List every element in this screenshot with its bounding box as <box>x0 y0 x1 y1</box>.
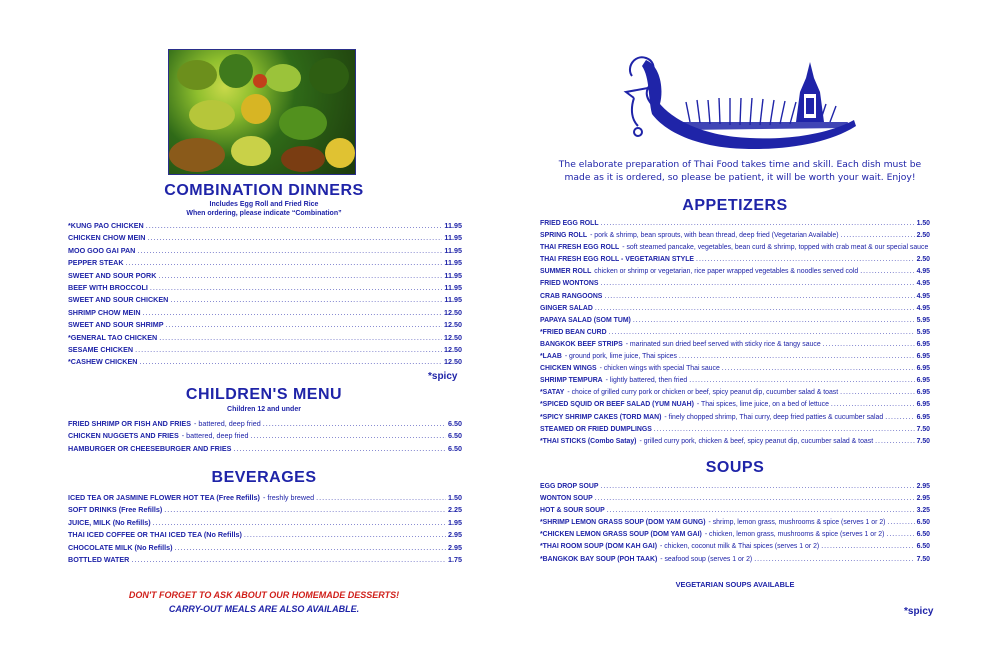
dot-leader <box>840 387 914 399</box>
item-name: SPRING ROLL <box>540 232 588 240</box>
item-name: EGG DROP SOUP <box>540 483 599 490</box>
item-name: *GENERAL TAO CHICKEN <box>68 332 158 342</box>
dot-leader <box>135 344 442 356</box>
soup-item <box>540 493 930 505</box>
childrens-menu-list <box>68 418 462 455</box>
item-name: THAI FRESH EGG ROLL - VEGETARIAN STYLE <box>540 256 695 264</box>
item-price: 12.50 <box>444 320 462 330</box>
item-name: FRIED SHRIMP OR FISH AND FRIES <box>68 419 191 428</box>
dot-leader <box>831 399 915 411</box>
combination-list <box>68 220 462 369</box>
soup-item <box>540 505 930 517</box>
appetizer-item <box>540 254 930 266</box>
item-description: - finely chopped shrimp, Thai curry, deep fried patties & cucumber salad <box>664 413 884 421</box>
appetizer-item <box>540 387 930 399</box>
item-price: 6.50 <box>448 443 462 453</box>
appetizer-item <box>540 230 930 242</box>
dot-leader <box>126 257 443 269</box>
intro-line-1: The elaborate preparation of Thai Food takes time and skill. Each dish must be <box>558 159 922 170</box>
item-name: CHICKEN NUGGETS AND FRIES <box>68 431 179 441</box>
item-price: 6.95 <box>916 377 930 385</box>
item-price: 1.50 <box>916 220 930 227</box>
item-name: CHICKEN CHOW MEIN <box>68 233 146 243</box>
combination-item <box>68 245 462 257</box>
item-name: HAMBURGER OR CHEESEBURGER AND FRIES <box>68 443 232 453</box>
item-name: MOO GOO GAI PAN <box>68 245 136 255</box>
item-description: - seafood soup (serves 1 or 2) <box>660 555 753 563</box>
beverage-item <box>68 529 462 541</box>
item-price: 11.95 <box>444 270 462 280</box>
dot-leader <box>166 319 442 331</box>
dot-leader <box>595 493 915 505</box>
item-name: CHICKEN WINGS <box>540 365 597 373</box>
combination-item <box>68 332 462 344</box>
dot-leader <box>250 430 446 442</box>
item-price: 4.95 <box>916 292 930 300</box>
item-name: BEEF WITH BROCCOLI <box>68 282 148 292</box>
item-description: - ground pork, lime juice, Thai spices <box>564 353 677 361</box>
item-name: SWEET AND SOUR SHRIMP <box>68 320 164 330</box>
appetizer-item <box>540 339 930 351</box>
item-price: 5.95 <box>916 316 930 324</box>
appetizers-list <box>540 218 930 448</box>
item-price: 1.50 <box>448 493 462 502</box>
item-price: 4.95 <box>916 280 930 288</box>
soup-item <box>540 517 930 529</box>
dot-leader <box>604 291 914 303</box>
item-price: 11.95 <box>444 233 462 243</box>
item-name: SOFT DRINKS (Free Refills) <box>68 505 163 515</box>
dot-leader <box>823 339 915 351</box>
item-name: *SPICED SQUID OR BEEF SALAD (YUM NUAH) <box>540 401 694 409</box>
appetizer-item <box>540 436 930 448</box>
dot-leader <box>316 492 446 504</box>
dot-leader <box>595 303 915 315</box>
dot-leader <box>875 436 914 448</box>
dot-leader <box>633 315 915 327</box>
item-name: CRAB RANGOONS <box>540 292 603 300</box>
item-price: 7.50 <box>916 555 930 563</box>
soup-item <box>540 554 930 566</box>
item-name: JUICE, MILK (No Refills) <box>68 517 151 527</box>
appetizer-item <box>540 424 930 436</box>
dot-leader <box>158 270 442 282</box>
beverage-item <box>68 492 462 504</box>
item-price: 6.95 <box>916 340 930 348</box>
item-price: 2.95 <box>448 542 462 552</box>
carryout-note: CARRY-OUT MEALS ARE ALSO AVAILABLE. <box>168 604 360 614</box>
thai-produce-photo <box>168 49 356 175</box>
item-name: *CHICKEN LEMON GRASS SOUP (DOM YAM GAI) <box>540 531 702 539</box>
item-price: 6.50 <box>448 419 462 428</box>
dot-leader <box>170 294 442 306</box>
combination-subtitle-1: Includes Egg Roll and Fried Rice <box>209 201 319 208</box>
appetizer-item <box>540 315 930 327</box>
item-name: *THAI STICKS (Combo Satay) <box>540 437 637 445</box>
item-description: - battered, deep fried <box>194 419 261 428</box>
dot-leader <box>679 351 915 363</box>
item-price: 6.95 <box>916 401 930 409</box>
dot-leader <box>860 266 914 278</box>
beverage-item <box>68 542 462 554</box>
item-name: SHRIMP CHOW MEIN <box>68 307 141 317</box>
combination-subtitle-2: When ordering, please indicate “Combination” <box>186 210 342 217</box>
dot-leader <box>244 529 446 541</box>
item-price: 6.95 <box>916 365 930 373</box>
item-description: - chicken, coconut milk & Thai spices (serves 1 or 2) <box>660 543 820 551</box>
appetizer-item <box>540 375 930 387</box>
appetizer-item <box>540 291 930 303</box>
appetizer-item <box>540 266 930 278</box>
beverages-list <box>68 492 462 566</box>
appetizer-item <box>540 351 930 363</box>
item-price: 12.50 <box>444 307 462 317</box>
item-description: - shrimp, lemon grass, mushrooms & spice (serves 1 or 2) <box>708 519 886 527</box>
item-price: 12.50 <box>444 344 462 354</box>
item-price: 4.95 <box>916 268 930 276</box>
dot-leader <box>609 327 915 339</box>
item-price: 6.95 <box>916 413 930 421</box>
dot-leader <box>696 254 915 266</box>
item-name: PEPPER STEAK <box>68 258 124 268</box>
soups-list <box>540 481 930 566</box>
royal-barge-illustration <box>620 48 858 156</box>
item-price: 2.25 <box>448 505 462 515</box>
dot-leader <box>147 232 442 244</box>
dot-leader <box>654 424 915 436</box>
item-description: - soft steamed pancake, vegetables, bean curd & shrimp, topped with crab meat & our special sauce <box>622 244 929 252</box>
combination-item <box>68 257 462 269</box>
appetizer-item <box>540 242 930 254</box>
dot-leader <box>139 356 442 368</box>
item-name: FRIED EGG ROLL <box>540 220 599 227</box>
combination-item <box>68 220 462 232</box>
item-name: SUMMER ROLL <box>540 268 592 276</box>
item-price: 6.95 <box>916 353 930 361</box>
item-name: *LAAB <box>540 353 562 361</box>
item-name: SWEET AND SOUR PORK <box>68 270 157 280</box>
combination-item <box>68 270 462 282</box>
item-price: 1.75 <box>448 554 462 564</box>
dot-leader <box>150 282 443 294</box>
appetizer-item <box>540 363 930 375</box>
item-name: GINGER SALAD <box>540 304 593 312</box>
item-price: 2.50 <box>916 256 930 264</box>
combination-item <box>68 232 462 244</box>
item-price: 11.95 <box>444 221 462 230</box>
item-name: STEAMED OR FRIED DUMPLINGS <box>540 425 652 433</box>
item-description: - choice of grilled curry pork or chicken or beef, spicy peanut dip, cucumber salad & toast <box>567 389 839 397</box>
appetizer-item <box>540 303 930 315</box>
item-name: THAI FRESH EGG ROLL <box>540 244 620 252</box>
item-price: 7.50 <box>916 437 930 445</box>
dot-leader <box>821 541 914 553</box>
soups-title: SOUPS <box>705 459 765 476</box>
item-price: 2.95 <box>916 483 930 490</box>
item-name: *SPICY SHRIMP CAKES (TORD MAN) <box>540 413 662 421</box>
dot-leader <box>131 554 446 566</box>
dot-leader <box>601 218 915 230</box>
item-price: 11.95 <box>444 295 462 305</box>
appetizers-title: APPETIZERS <box>682 197 788 214</box>
item-name: CHOCOLATE MILK (No Refills) <box>68 542 173 552</box>
item-name: BOTTLED WATER <box>68 554 130 564</box>
item-description: - grilled curry pork, chicken & beef, spicy peanut dip, cucumber salad & toast <box>639 437 874 445</box>
dot-leader <box>754 554 914 566</box>
item-price: 5.95 <box>916 328 930 336</box>
item-description: - chicken, lemon grass, mushrooms & spice (serves 1 or 2) <box>704 531 885 539</box>
item-name: *SHRIMP LEMON GRASS SOUP (DOM YAM GUNG) <box>540 519 706 527</box>
item-name: *FRIED BEAN CURD <box>540 328 607 336</box>
item-name: PAPAYA SALAD (SOM TUM) <box>540 316 631 324</box>
item-description: - pork & shrimp, bean sprouts, with bean thread, deep fried (Vegetarian Available) <box>590 232 839 240</box>
appetizer-item <box>540 327 930 339</box>
beverage-item <box>68 517 462 529</box>
dot-leader <box>174 542 446 554</box>
item-price: 11.95 <box>444 245 462 255</box>
appetizer-item <box>540 278 930 290</box>
soup-item <box>540 541 930 553</box>
appetizer-item <box>540 412 930 424</box>
item-name: *BANGKOK BAY SOUP (POH TAAK) <box>540 555 658 563</box>
item-price: 4.95 <box>916 304 930 312</box>
item-name: HOT & SOUR SOUP <box>540 507 605 515</box>
intro-text <box>538 158 942 184</box>
appetizer-item <box>540 218 930 230</box>
dot-leader <box>722 363 915 375</box>
item-price: 11.95 <box>444 258 462 268</box>
item-name: BANGKOK BEEF STRIPS <box>540 340 623 348</box>
dot-leader <box>887 517 914 529</box>
childrens-menu-item <box>68 443 462 455</box>
item-name: *KUNG PAO CHICKEN <box>68 221 144 230</box>
item-price: 2.50 <box>916 232 930 240</box>
childrens-menu-subtitle: Children 12 and under <box>227 406 301 413</box>
dot-leader <box>600 278 914 290</box>
item-price: 1.95 <box>448 517 462 527</box>
item-description: - chicken wings with special Thai sauce <box>599 365 720 373</box>
item-price: 12.50 <box>444 357 462 367</box>
item-price: 2.95 <box>448 530 462 540</box>
dot-leader <box>886 529 914 541</box>
item-price: 6.95 <box>916 389 930 397</box>
dot-leader <box>164 504 446 516</box>
item-price: 2.95 <box>916 495 930 503</box>
combination-item <box>68 344 462 356</box>
beverage-item <box>68 554 462 566</box>
spicy-note: *spicy <box>428 371 458 382</box>
item-price: 6.50 <box>916 531 930 539</box>
item-name: *CASHEW CHICKEN <box>68 357 138 367</box>
item-price: 12.50 <box>444 332 462 342</box>
item-price: 6.50 <box>448 431 462 441</box>
item-name: WONTON SOUP <box>540 495 593 503</box>
soup-item <box>540 481 930 493</box>
childrens-menu-item <box>68 430 462 442</box>
dot-leader <box>159 332 442 344</box>
item-name: SWEET AND SOUR CHICKEN <box>68 295 169 305</box>
item-name: *SATAY <box>540 389 565 397</box>
childrens-menu-item <box>68 418 462 430</box>
item-description: chicken or shrimp or vegetarian, rice paper wrapped vegetables & noodles served cold <box>594 268 859 276</box>
item-price: 11.95 <box>444 282 462 292</box>
dot-leader <box>137 245 442 257</box>
intro-line-2: made as it is ordered, so please be patient, it will be worth your wait. Enjoy! <box>564 172 916 183</box>
dot-leader <box>885 412 914 424</box>
combination-item <box>68 319 462 331</box>
soups-spicy-note: *spicy <box>904 606 934 617</box>
item-name: SHRIMP TEMPURA <box>540 377 603 385</box>
item-description: - marinated sun dried beef served with sticky rice & tangy sauce <box>625 340 821 348</box>
dot-leader <box>841 230 915 242</box>
childrens-menu-title: CHILDREN'S MENU <box>185 386 343 403</box>
dot-leader <box>600 481 914 493</box>
appetizer-item <box>540 399 930 411</box>
combination-item <box>68 282 462 294</box>
combination-item <box>68 356 462 368</box>
item-price: 6.50 <box>916 519 930 527</box>
item-name: *THAI ROOM SOUP (DOM KAH GAI) <box>540 543 658 551</box>
item-name: SESAME CHICKEN <box>68 344 134 354</box>
dot-leader <box>153 517 446 529</box>
combination-dinners-title: COMBINATION DINNERS <box>164 182 364 199</box>
dot-leader <box>233 443 446 455</box>
item-name: ICED TEA OR JASMINE FLOWER HOT TEA (Free Refills) <box>68 493 260 502</box>
dot-leader <box>143 307 442 319</box>
soup-item <box>540 529 930 541</box>
beverage-item <box>68 504 462 516</box>
dot-leader <box>607 505 915 517</box>
dot-leader <box>146 220 443 232</box>
item-description: - battered, deep fried <box>181 431 249 441</box>
item-name: THAI ICED COFFEE OR THAI ICED TEA (No Refills) <box>68 530 242 540</box>
item-description: - freshly brewed <box>262 493 315 502</box>
desserts-note: DON'T FORGET TO ASK ABOUT OUR HOMEMADE DESSERTS! <box>128 590 400 600</box>
item-description: - Thai spices, lime juice, on a bed of lettuce <box>696 401 829 409</box>
item-description: - lightly battered, then fried <box>605 377 688 385</box>
combination-item <box>68 294 462 306</box>
dot-leader <box>263 418 446 430</box>
vegetarian-soups-note: VEGETARIAN SOUPS AVAILABLE <box>675 580 795 589</box>
combination-item <box>68 307 462 319</box>
beverages-title: BEVERAGES <box>211 469 317 486</box>
item-price: 6.50 <box>916 543 930 551</box>
item-name: FRIED WONTONS <box>540 280 599 288</box>
dot-leader <box>689 375 914 387</box>
item-price: 3.25 <box>916 507 930 515</box>
item-price: 7.50 <box>916 425 930 433</box>
